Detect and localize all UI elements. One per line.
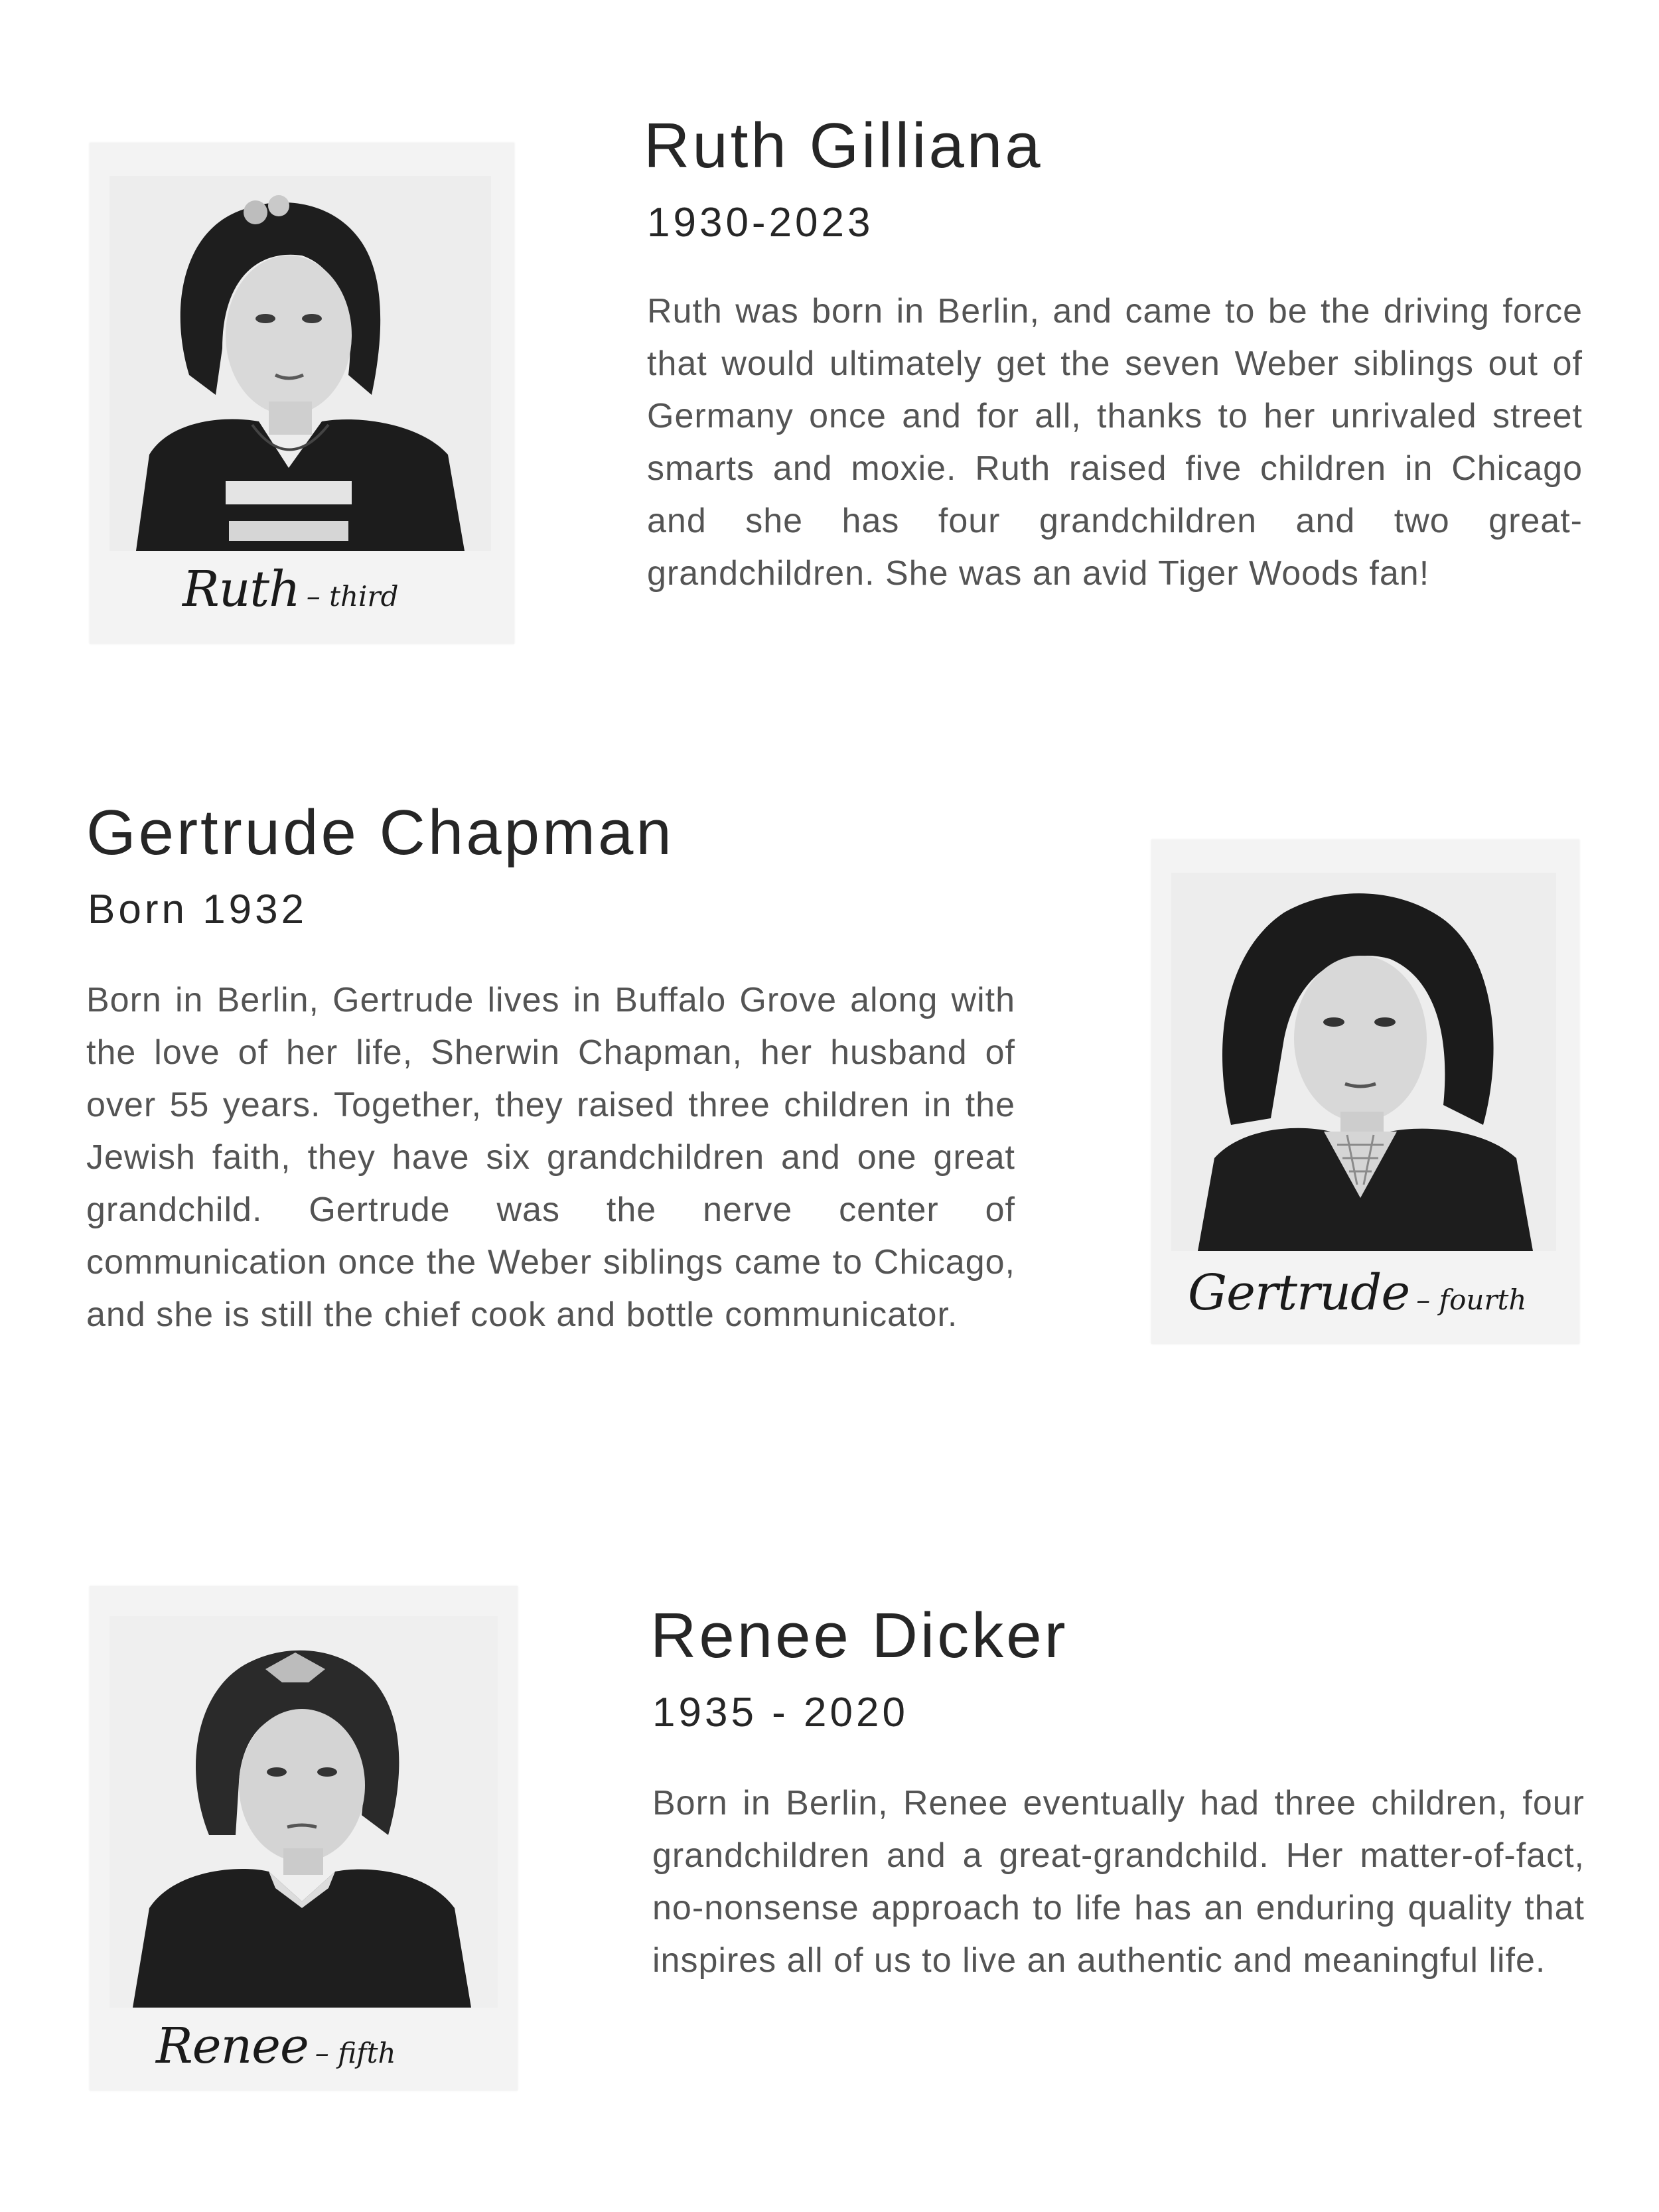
renee-name: Renee Dicker: [650, 1600, 1068, 1671]
renee-caption: [156, 2018, 396, 2075]
renee-caption-name: Renee: [156, 2018, 309, 2075]
renee-bio: Born in Berlin, Renee eventually had three children, four grandchildren and a great-grandchild. Her matter-of-fact, no-nonsense approach to life has an enduring quality that inspires all of us to live an authentic and meaningful life.: [652, 1784, 1585, 1980]
ruth-caption-order: – third: [306, 580, 399, 613]
gertrude-bio: Born in Berlin, Gertrude lives in Buffalo Grove along with the love of her life, Sherwin Chapman, her husband of over 55 years. Together, they raised three children in the Jewish faith, they have six grandchildren and one great grandchild. Gertrude was the nerve center of communication once the Weber siblings came to Chicago, and she is still the chief cook and bottle communicator.: [86, 981, 1015, 1334]
ruth-bio: Ruth was born in Berlin, and came to be the driving force that would ultimately get the seven Weber siblings out of Germany once and for all, thanks to her unrivaled street smarts and moxie. Ruth raised five children in Chicago and she has four grandchildren and two great-grandchildren. She was an avid Tiger Woods fan!: [647, 292, 1583, 593]
ruth-caption-name: Ruth: [182, 561, 300, 618]
ruth-photo: [90, 143, 514, 644]
gertrude-photo: [1151, 840, 1579, 1344]
renee-years: 1935 - 2020: [652, 1690, 908, 1735]
gertrude-caption-order: – fourth: [1416, 1284, 1527, 1316]
renee-caption-order: – fifth: [315, 2037, 396, 2069]
gertrude-portrait-image: [1171, 873, 1556, 1251]
gertrude-name: Gertrude Chapman: [86, 797, 674, 868]
ruth-name: Ruth Gilliana: [644, 110, 1043, 181]
gertrude-years: Born 1932: [88, 887, 308, 932]
ruth-caption: [182, 561, 398, 618]
renee-portrait-image: [109, 1616, 498, 2008]
ruth-years: 1930-2023: [647, 200, 874, 246]
gertrude-caption-name: Gertrude: [1188, 1264, 1410, 1321]
renee-photo: [90, 1586, 518, 2091]
gertrude-caption: [1188, 1264, 1526, 1321]
ruth-portrait-image: [109, 176, 491, 551]
